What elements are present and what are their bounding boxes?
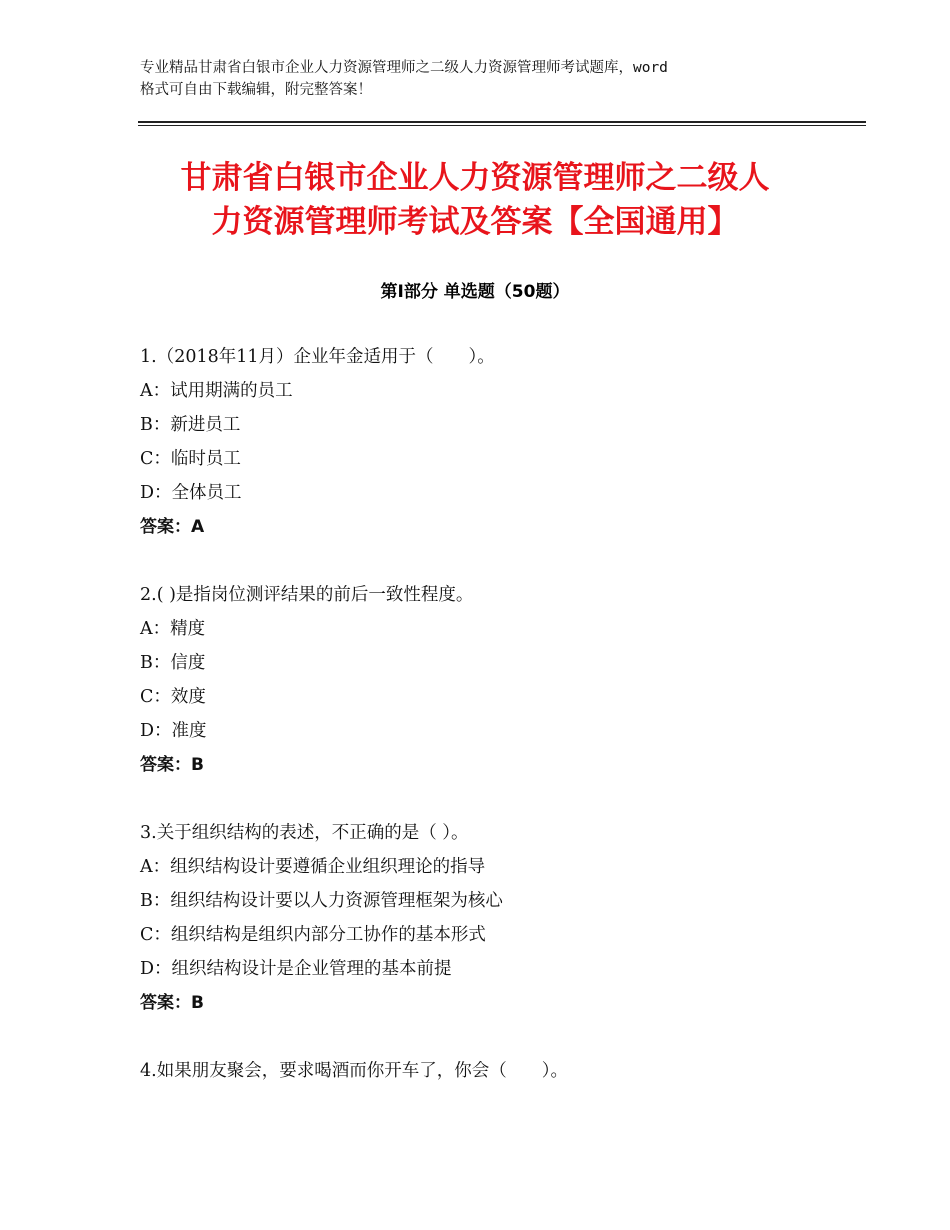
question-4 — [140, 1058, 860, 1092]
option-b: B：新进员工 — [140, 415, 241, 435]
question-stem: 1.（2018年11月）企业年金适用于（ ）。 — [140, 347, 495, 367]
question-3 — [140, 820, 860, 1024]
option-c: C：临时员工 — [140, 449, 241, 469]
section-title: 第Ⅰ部分 单选题（50题） — [380, 282, 570, 302]
question-stem: 3.关于组织结构的表述，不正确的是（ ）。 — [140, 823, 469, 843]
option-a: A：试用期满的员工 — [140, 381, 293, 401]
title-line-1: 甘肃省白银市企业人力资源管理师之二级人 — [180, 160, 770, 196]
option-c: C：组织结构是组织内部分工协作的基本形式 — [140, 925, 486, 945]
option-a: A：组织结构设计要遵循企业组织理论的指导 — [140, 857, 486, 877]
question-1 — [140, 344, 860, 548]
option-b: B：组织结构设计要以人力资源管理框架为核心 — [140, 891, 503, 911]
question-stem: 2.( )是指岗位测评结果的前后一致性程度。 — [140, 585, 474, 605]
question-list — [140, 344, 860, 1126]
option-c: C：效度 — [140, 687, 206, 707]
header-note-line-2: 格式可自由下载编辑，附完整答案！ — [140, 82, 372, 98]
option-d: D：组织结构设计是企业管理的基本前提 — [140, 959, 452, 979]
header-note-line-1: 专业精品甘肃省白银市企业人力资源管理师之二级人力资源管理师考试题库，word — [140, 60, 668, 76]
question-2 — [140, 582, 860, 786]
answer: 答案：B — [140, 993, 204, 1013]
document-title — [110, 156, 840, 244]
option-d: D：全体员工 — [140, 483, 242, 503]
option-d: D：准度 — [140, 721, 207, 741]
question-stem: 4.如果朋友聚会，要求喝酒而你开车了，你会（ ）。 — [140, 1061, 568, 1081]
header-divider-thick — [138, 121, 866, 123]
answer: 答案：A — [140, 517, 205, 537]
title-line-2: 力资源管理师考试及答案【全国通用】 — [211, 204, 739, 240]
option-b: B：信度 — [140, 653, 206, 673]
header-note — [140, 57, 830, 101]
header-divider-thin — [138, 125, 866, 126]
option-a: A：精度 — [140, 619, 206, 639]
answer: 答案：B — [140, 755, 204, 775]
